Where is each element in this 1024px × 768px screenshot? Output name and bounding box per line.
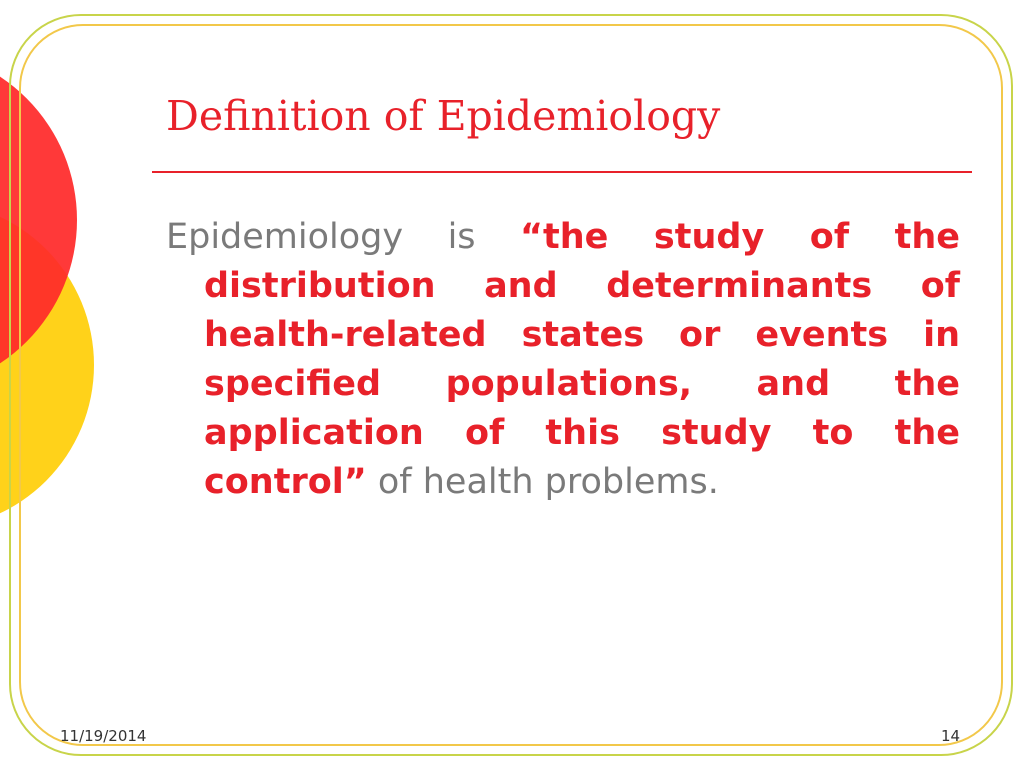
definition-lead: Epidemiology is (166, 217, 521, 257)
definition-tail: of health problems. (366, 462, 719, 502)
slide-number: 14 (941, 727, 961, 745)
slide-title: Definition of Epidemiology (166, 92, 721, 140)
definition-quote: “the study of the distribution and determinants of health-related states or events in specified populations, and the application of this study to the control” (204, 217, 960, 502)
title-underline (152, 171, 972, 173)
footer-date: 11/19/2014 (60, 727, 147, 745)
definition-paragraph (166, 213, 960, 507)
